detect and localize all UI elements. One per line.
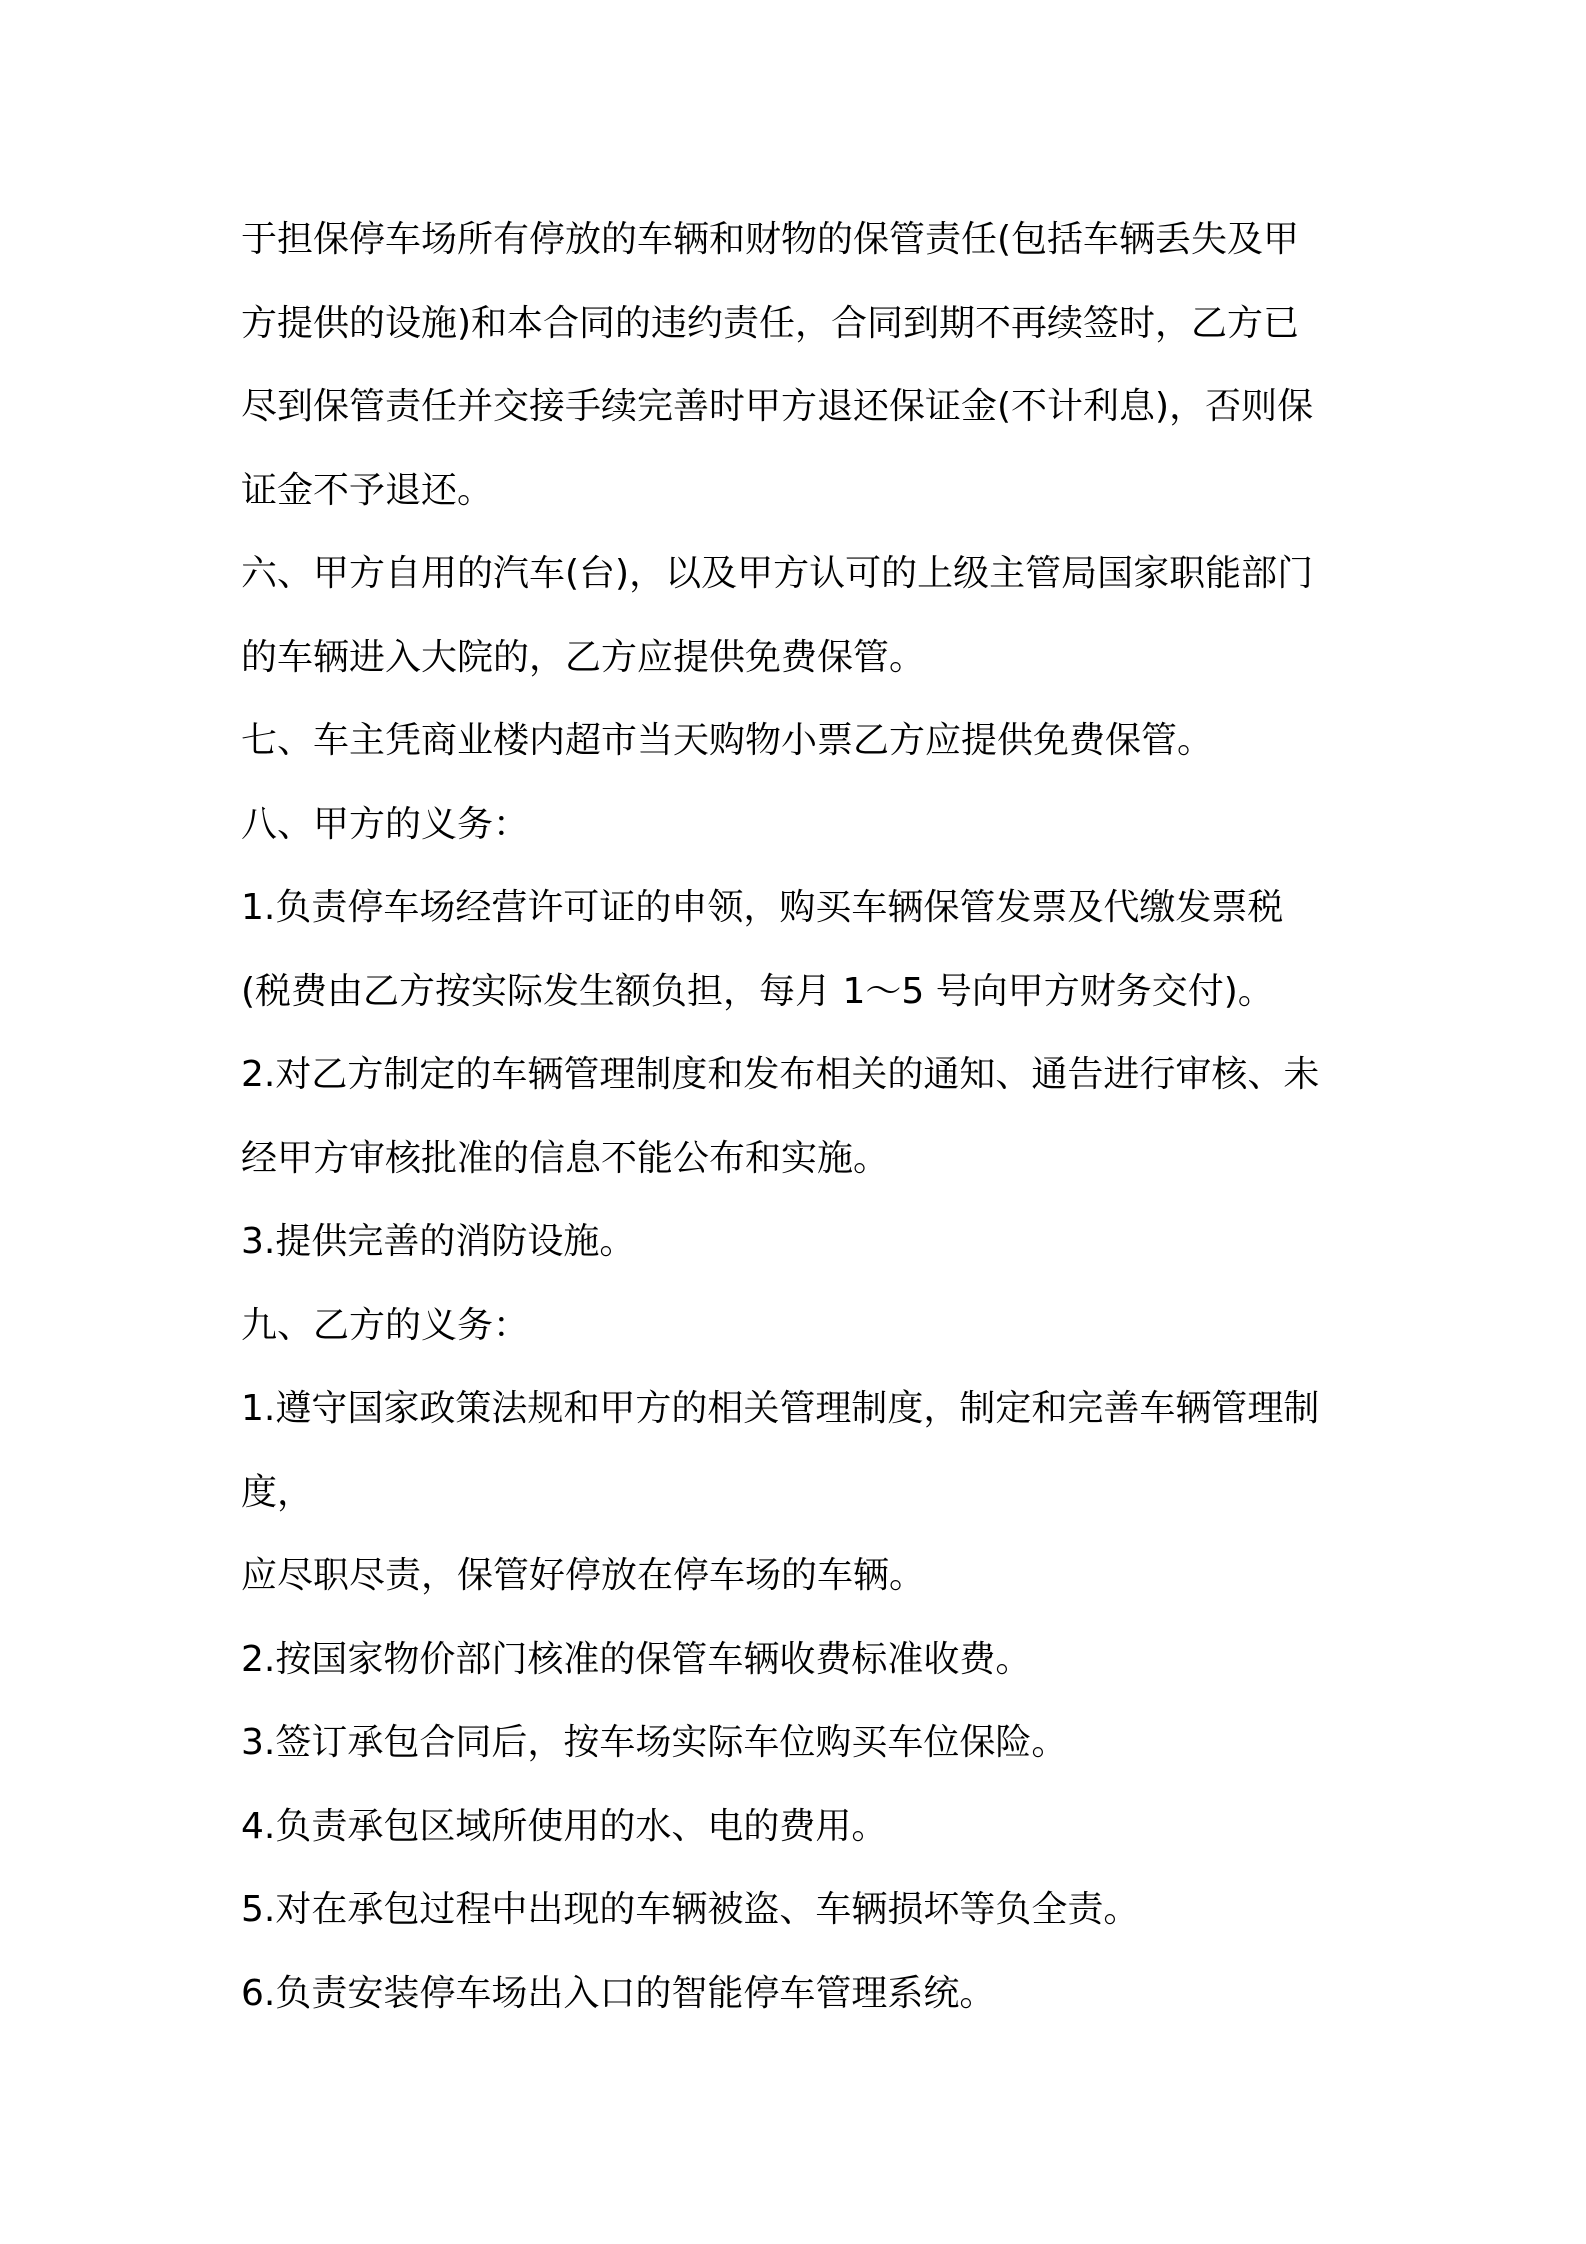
section-heading-eight: 八、甲方的义务：: [241, 803, 530, 845]
text-line: 度，: [241, 1471, 314, 1513]
list-item: 3.签订承包合同后，按车场实际车位购买车位保险。: [241, 1722, 1068, 1763]
text-line: 经甲方审核批准的信息不能公布和实施。: [241, 1137, 890, 1179]
text-line: 尽到保管责任并交接手续完善时甲方退还保证金(不计利息)，否则保: [241, 386, 1314, 427]
list-item: 2.对乙方制定的车辆管理制度和发布相关的通知、通告进行审核、未: [241, 1054, 1320, 1095]
list-item: 6.负责安装停车场出入口的智能停车管理系统。: [241, 1972, 996, 2014]
list-item: 5.对在承包过程中出现的车辆被盗、车辆损坏等负全责。: [241, 1889, 1140, 1930]
section-heading-nine: 九、乙方的义务：: [241, 1304, 530, 1346]
list-item: 4.负责承包区域所使用的水、电的费用。: [241, 1805, 888, 1847]
text-line: (税费由乙方按实际发生额负担，每月 1～5 号向甲方财务交付)。: [241, 970, 1274, 1012]
list-item: 2.按国家物价部门核准的保管车辆收费标准收费。: [241, 1638, 1032, 1680]
section-heading-seven: 七、车主凭商业楼内超市当天购物小票乙方应提供免费保管。: [241, 720, 1214, 761]
list-item: 1.遵守国家政策法规和甲方的相关管理制度，制定和完善车辆管理制: [241, 1388, 1320, 1429]
text-line: 方提供的设施)和本合同的违约责任，合同到期不再续签时，乙方已: [241, 302, 1300, 344]
text-line: 于担保停车场所有停放的车辆和财物的保管责任(包括车辆丢失及甲: [241, 219, 1300, 260]
text-line: 的车辆进入大院的，乙方应提供免费保管。: [241, 636, 926, 678]
list-item: 1.负责停车场经营许可证的申领，购买车辆保管发票及代缴发票税: [241, 887, 1284, 928]
section-heading-six: 六、甲方自用的汽车(台)，以及甲方认可的上级主管局国家职能部门: [241, 553, 1314, 594]
list-item: 3.提供完善的消防设施。: [241, 1221, 636, 1262]
document-body: [241, 198, 1361, 2035]
text-line: 证金不予退还。: [241, 469, 494, 511]
text-line: 应尽职尽责，保管好停放在停车场的车辆。: [241, 1555, 926, 1596]
